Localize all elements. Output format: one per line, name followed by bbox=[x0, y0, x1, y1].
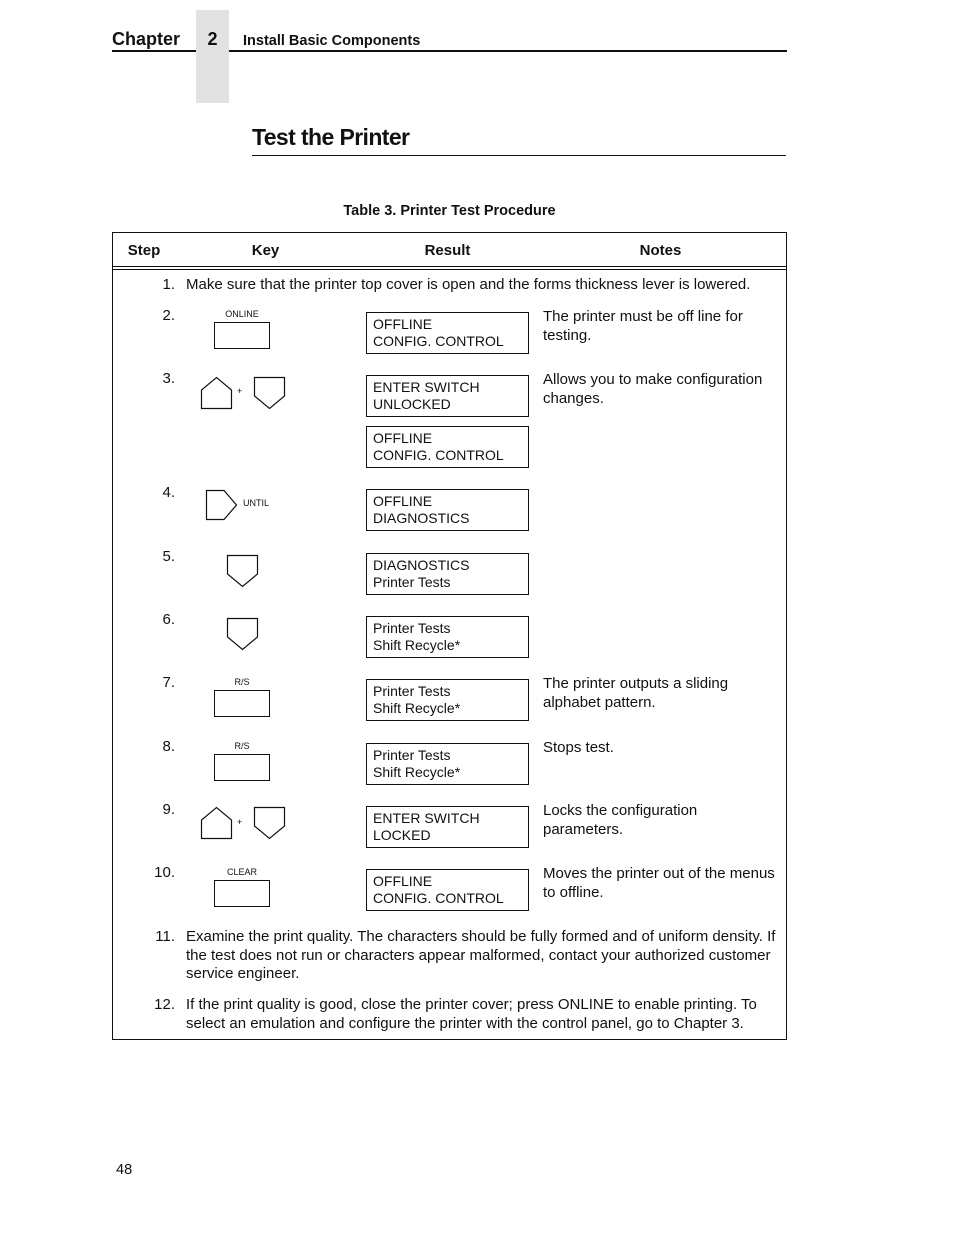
step-notes: Stops test. bbox=[543, 739, 614, 756]
until-label: UNTIL bbox=[243, 498, 270, 508]
column-header-notes: Notes bbox=[639, 242, 682, 259]
rs-key-label: R/S bbox=[234, 741, 250, 751]
down-arrow-key-icon bbox=[227, 555, 258, 587]
table-caption: Table 3. Printer Test Procedure bbox=[343, 203, 556, 219]
step-text: If the print quality is good, close the printer cover; press ONLINE to enable printing. To select an emulation and configure the printer with the control panel, go to Chapter 3. bbox=[186, 996, 757, 1032]
header-rule bbox=[229, 50, 787, 52]
step-number: 2. bbox=[162, 307, 175, 324]
right-arrow-key-icon bbox=[206, 490, 237, 520]
step-number: 7. bbox=[162, 674, 175, 691]
header-divider bbox=[113, 266, 786, 267]
step-notes: The printer must be off line for testing. bbox=[543, 308, 743, 344]
step-text: Examine the print quality. The characters should be fully formed and of uniform density. If the test does not run or characters appear malformed, contact your authorized customer service engineer. bbox=[186, 928, 776, 982]
down-arrow-key-icon bbox=[227, 618, 258, 650]
lcd-display: Printer Tests Shift Recycle* bbox=[366, 616, 529, 658]
column-header-result: Result bbox=[424, 242, 471, 259]
page-number: 48 bbox=[116, 1162, 133, 1178]
lcd-display: OFFLINE CONFIG. CONTROL bbox=[366, 869, 529, 911]
step-number: 11. bbox=[155, 928, 175, 945]
lcd-display: ENTER SWITCH LOCKED bbox=[366, 806, 529, 848]
lcd-display: Printer Tests Shift Recycle* bbox=[366, 743, 529, 785]
column-header-key: Key bbox=[251, 242, 280, 259]
step-notes: Locks the configuration parameters. bbox=[543, 802, 698, 838]
step-number: 9. bbox=[162, 801, 175, 818]
step-number: 3. bbox=[162, 370, 175, 387]
column-header-step: Step bbox=[127, 242, 161, 259]
chapter-number: 2 bbox=[207, 29, 218, 49]
section-rule bbox=[252, 155, 786, 156]
rs-key bbox=[214, 690, 270, 717]
up-arrow-key-icon bbox=[201, 377, 232, 409]
step-notes: Allows you to make configuration changes. bbox=[543, 371, 763, 407]
lcd-display: Printer Tests Shift Recycle* bbox=[366, 679, 529, 721]
online-key-label: ONLINE bbox=[225, 309, 259, 319]
clear-key-label: CLEAR bbox=[226, 867, 257, 877]
step-number: 5. bbox=[162, 548, 175, 565]
step-text: Make sure that the printer top cover is open and the forms thickness lever is lowered. bbox=[186, 276, 751, 293]
lcd-display: OFFLINE DIAGNOSTICS bbox=[366, 489, 529, 531]
plus-sign: + bbox=[237, 817, 243, 827]
rs-key-label: R/S bbox=[234, 677, 250, 687]
step-notes: The printer outputs a sliding alphabet pattern. bbox=[543, 675, 729, 711]
section-title: Test the Printer bbox=[252, 124, 410, 150]
down-arrow-key-icon bbox=[254, 377, 285, 409]
procedure-table bbox=[112, 232, 787, 1040]
lcd-display: OFFLINE CONFIG. CONTROL bbox=[366, 426, 529, 468]
header-divider bbox=[113, 269, 786, 270]
lcd-display: DIAGNOSTICS Printer Tests bbox=[366, 553, 529, 595]
lcd-display: ENTER SWITCH UNLOCKED bbox=[366, 375, 529, 417]
chapter-label: Chapter bbox=[112, 29, 181, 49]
step-number: 6. bbox=[162, 611, 175, 628]
step-number: 8. bbox=[162, 738, 175, 755]
chapter-title: Install Basic Components bbox=[243, 33, 421, 49]
up-arrow-key-icon bbox=[201, 807, 232, 839]
step-number: 1. bbox=[162, 276, 175, 293]
step-notes: Moves the printer out of the menus to offline. bbox=[543, 865, 775, 901]
plus-sign: + bbox=[237, 386, 243, 396]
chapter-tab bbox=[196, 10, 229, 103]
clear-key bbox=[214, 880, 270, 907]
header-rule bbox=[112, 50, 196, 52]
rs-key bbox=[214, 754, 270, 781]
step-number: 12. bbox=[154, 996, 175, 1013]
lcd-display: OFFLINE CONFIG. CONTROL bbox=[366, 312, 529, 354]
step-number: 4. bbox=[162, 484, 175, 501]
online-key bbox=[214, 322, 270, 349]
down-arrow-key-icon bbox=[254, 807, 285, 839]
step-number: 10. bbox=[154, 864, 175, 881]
